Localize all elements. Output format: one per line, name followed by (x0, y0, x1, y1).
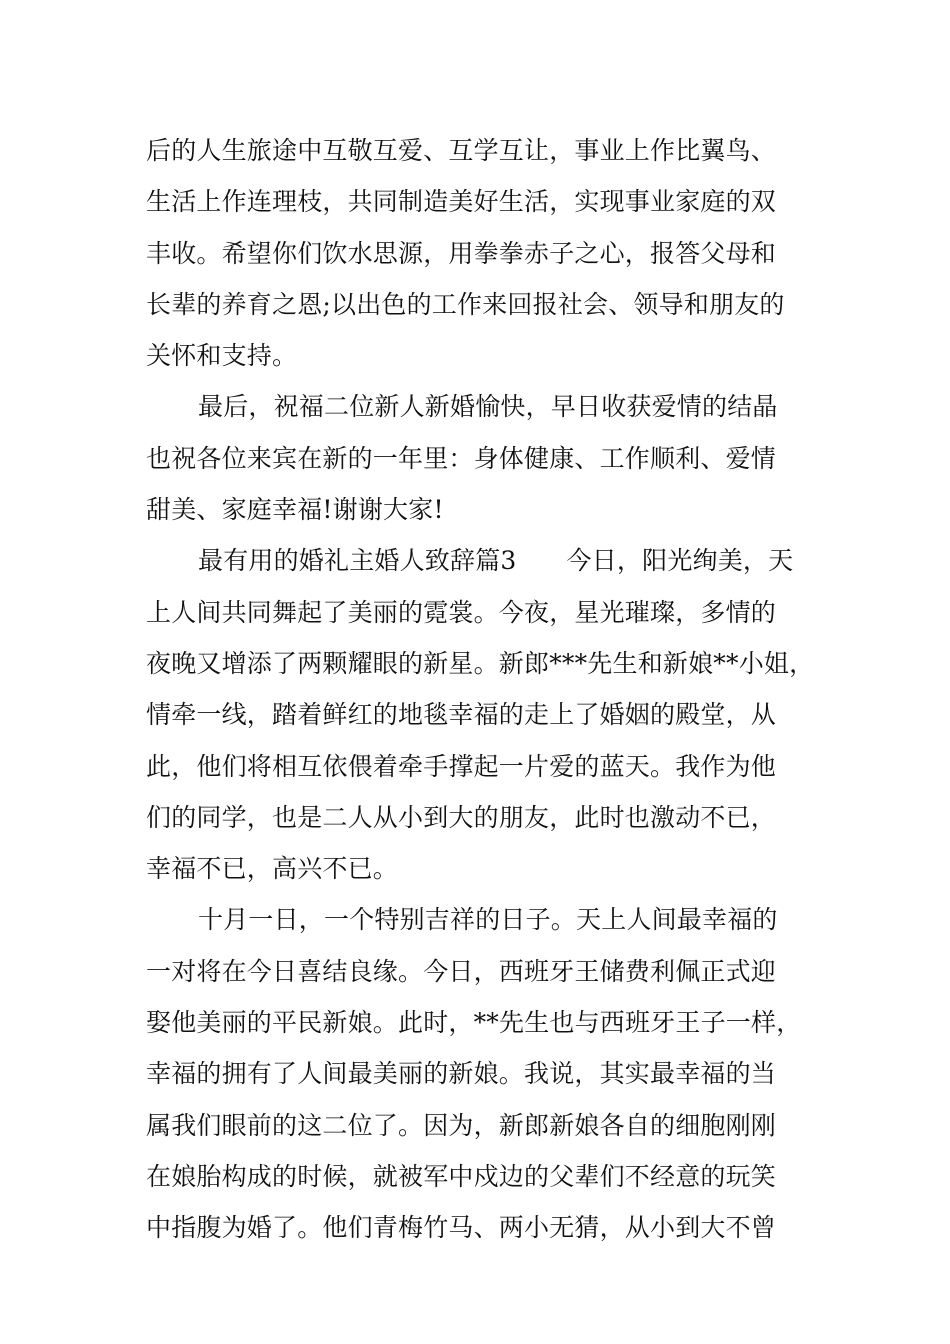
body-text (146, 125, 816, 1254)
text-line: 在娘胎构成的时候，就被军中戍边的父辈们不经意的玩笑 (146, 1161, 777, 1191)
text-line: 长辈的养育之恩;以出色的工作来回报社会、领导和朋友的 (146, 289, 785, 319)
text-line: 甜美、家庭幸福!谢谢大家! (146, 495, 444, 525)
text-line: 十月一日，一个特别吉祥的日子。天上人间最幸福的 (198, 905, 778, 935)
text-line: 丰收。希望你们饮水思源，用拳拳赤子之心，报答父母和 (146, 238, 777, 268)
text-line: 娶他美丽的平民新娘。此时，**先生也与西班牙王子一样， (146, 1008, 802, 1038)
text-line: 最后，祝福二位新人新婚愉快，早日收获爱情的结晶 (198, 392, 778, 422)
text-line: 后的人生旅途中互敬互爱、互学互让，事业上作比翼鸟、 (146, 136, 777, 165)
text-line: 此，他们将相互依偎着牵手撑起一片爱的蓝天。我作为他 (146, 751, 777, 781)
text-line: 情牵一线，踏着鲜红的地毯幸福的走上了婚姻的殿堂，从 (146, 700, 777, 730)
text-line: 上人间共同舞起了美丽的霓裳。今夜，星光璀璨，多情的 (146, 597, 777, 627)
section-heading-line (146, 535, 816, 586)
text-line: 幸福的拥有了人间最美丽的新娘。我说，其实最幸福的当 (146, 1059, 777, 1089)
section-title: 最有用的婚礼主婚人致辞篇3 (198, 546, 517, 576)
text-segment: 今日，阳光绚美，天 (566, 546, 794, 576)
text-line: 中指腹为婚了。他们青梅竹马、两小无猜，从小到大不曾 (146, 1213, 777, 1243)
text-line: 也祝各位来宾在新的一年里：身体健康、工作顺利、爱情 (146, 443, 777, 473)
text-line: 一对将在今日喜结良缘。今日，西班牙王储费利佩正式迎 (146, 956, 777, 986)
text-line: 夜晚又增添了两颗耀眼的新星。新郎***先生和新娘**小姐， (146, 648, 815, 678)
text-line: 关怀和支持。 (146, 341, 298, 371)
text-line: 生活上作连理枝，共同制造美好生活，实现事业家庭的双 (146, 187, 777, 217)
text-line: 幸福不已，高兴不已。 (146, 854, 399, 884)
text-line: 属我们眼前的这二位了。因为，新郎新娘各自的细胞刚刚 (146, 1110, 777, 1140)
text-line: 们的同学，也是二人从小到大的朋友，此时也激动不已， (146, 802, 777, 832)
